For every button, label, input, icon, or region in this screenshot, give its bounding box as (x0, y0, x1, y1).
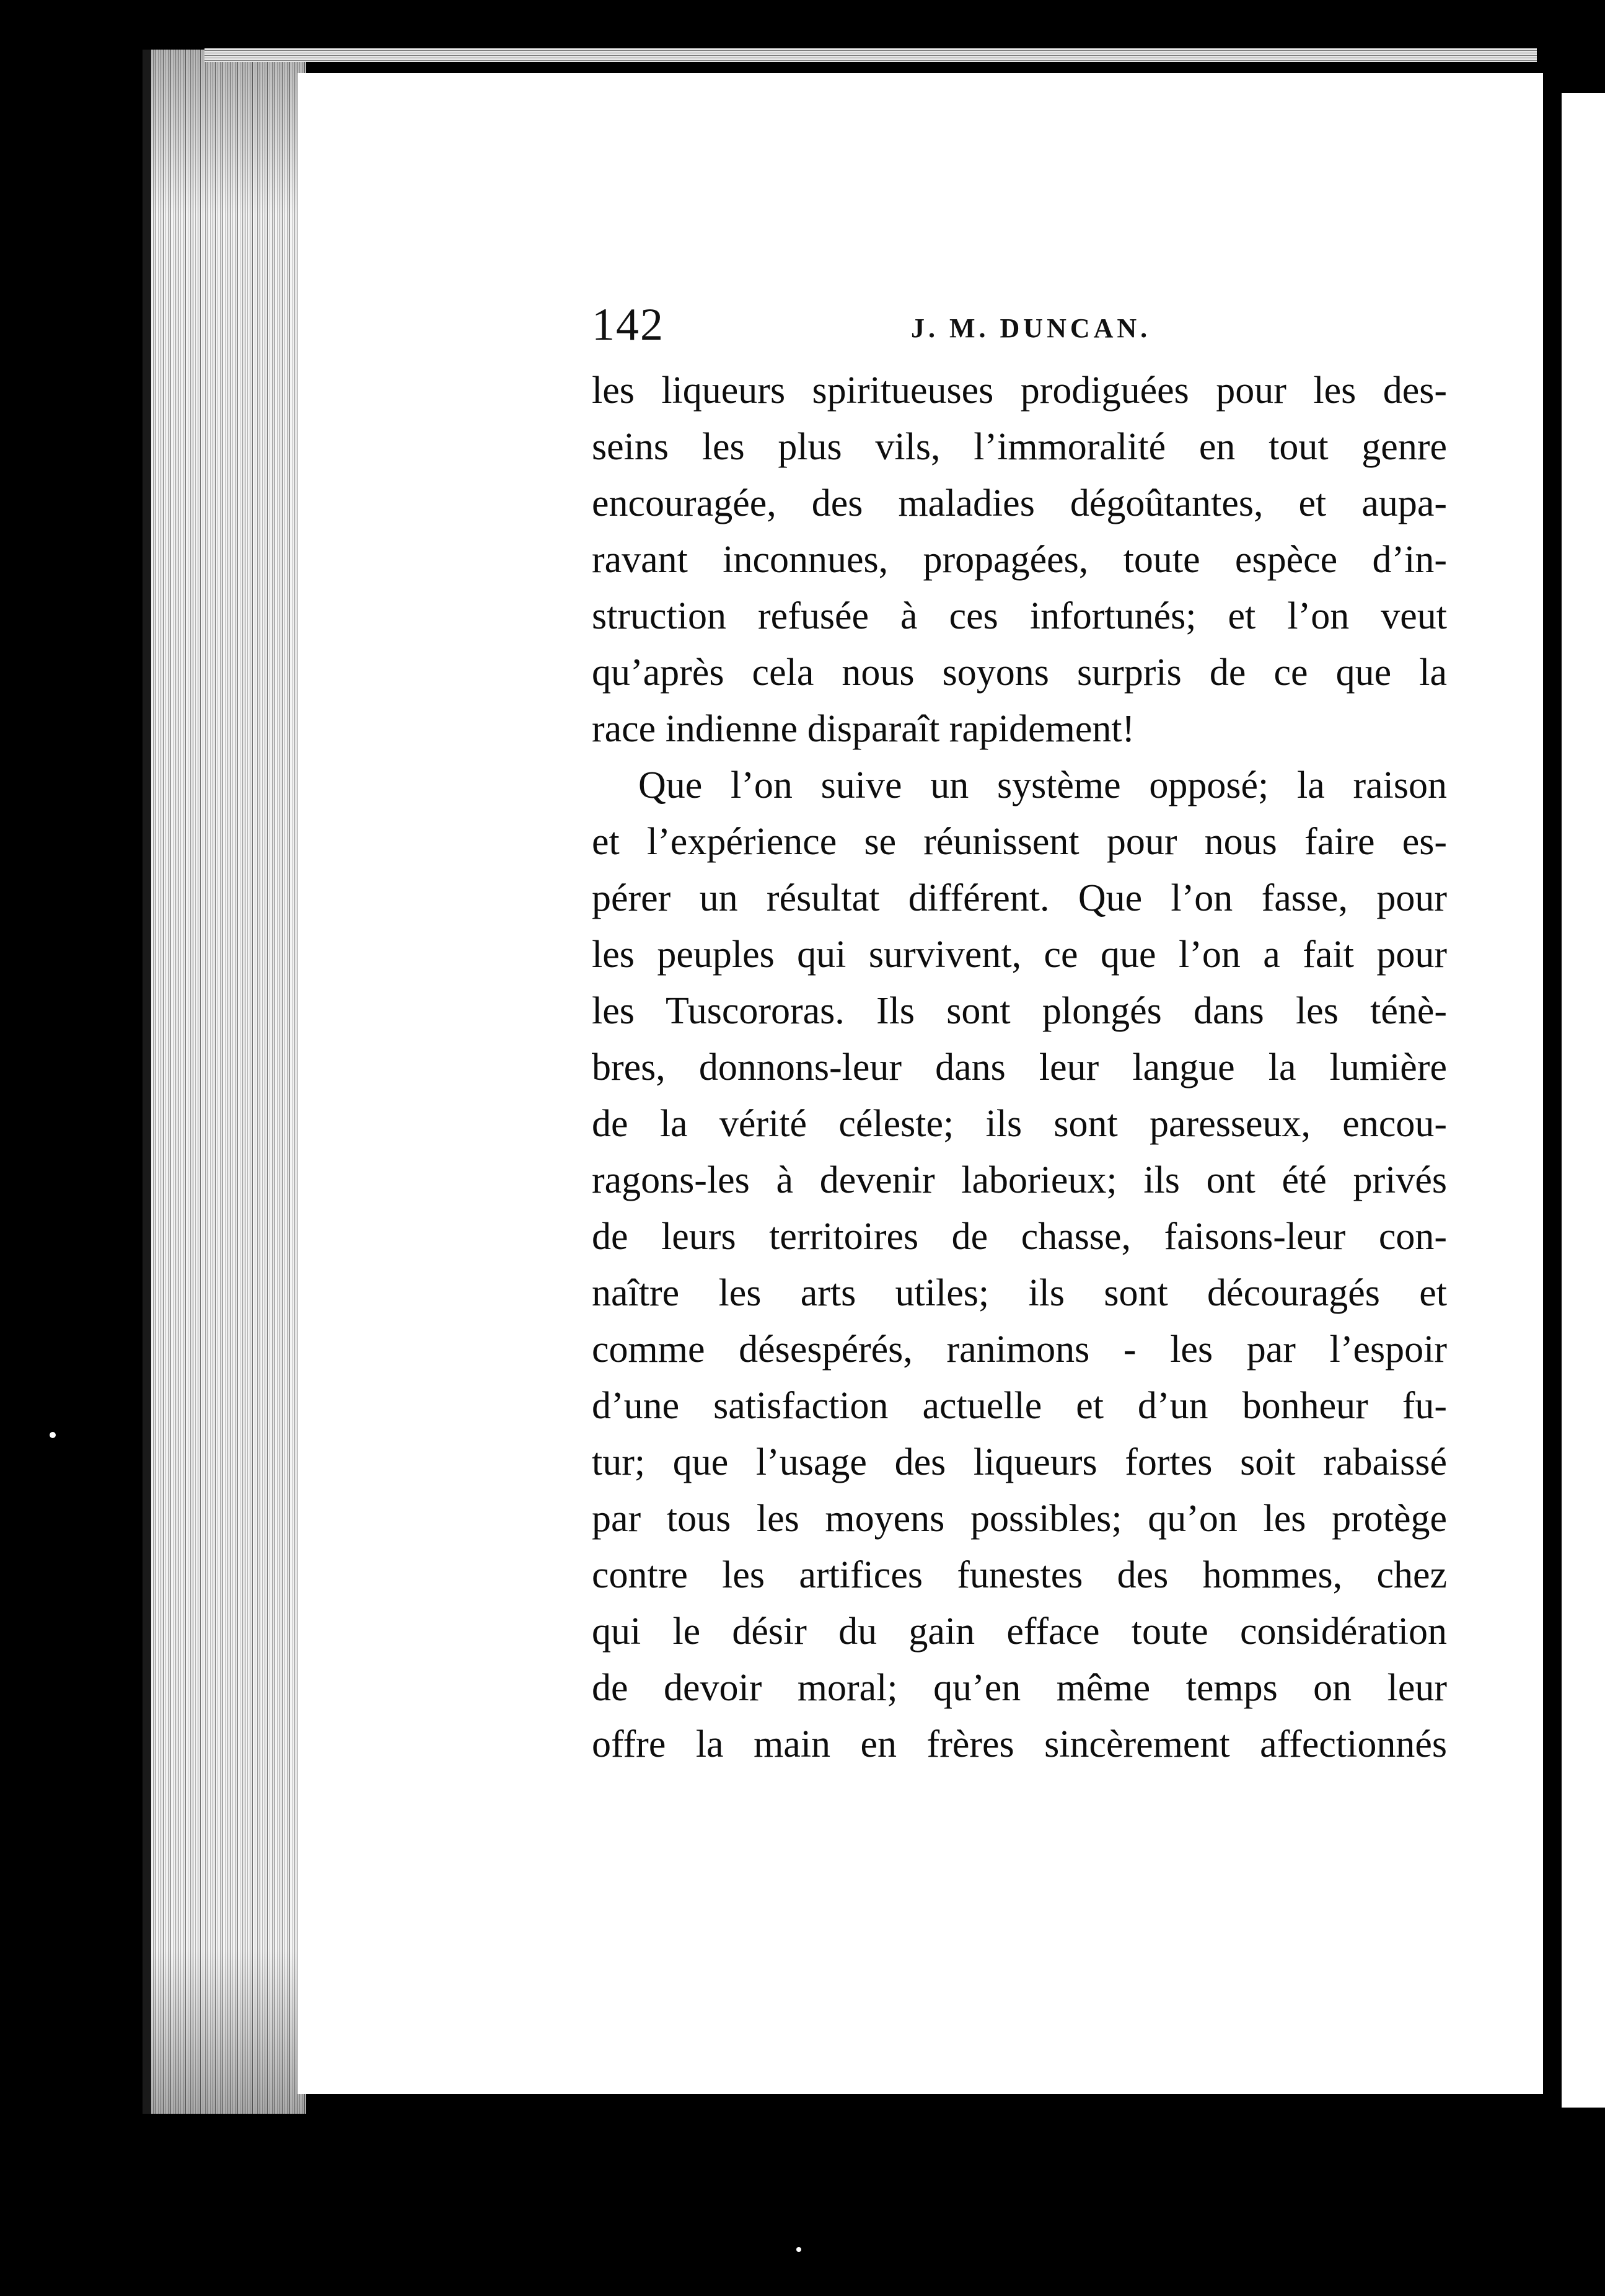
text-line: struction refusée à ces infortunés; et l’on veut (592, 595, 1447, 637)
text-line: encouragée, des maladies dégoûtantes, et aupa- (592, 482, 1447, 524)
text-line: contre les artifices funestes des hommes, chez (592, 1554, 1447, 1596)
book-page-edges (143, 50, 306, 2114)
text-line: de devoir moral; qu’en même temps on leur (592, 1667, 1447, 1709)
body-text (592, 363, 1447, 1773)
text-line: qui le désir du gain efface toute considération (592, 1610, 1447, 1653)
text-line: les Tuscororas. Ils sont plongés dans les ténè- (592, 990, 1447, 1032)
text-line: de leurs territoires de chasse, faisons-leur con- (592, 1216, 1447, 1258)
text-line: seins les plus vils, l’immoralité en tout genre (592, 426, 1447, 468)
text-line: tur; que l’usage des liqueurs fortes soit rabaissé (592, 1441, 1447, 1483)
paragraph-start-line: Que l’on suive un système opposé; la raison (638, 764, 1447, 806)
text-line: ragons-les à devenir laborieux; ils ont été privés (592, 1159, 1447, 1201)
book-top-edge (204, 48, 1537, 62)
text-line: race indienne disparaît rapidement! (592, 708, 1135, 750)
facing-page-edge (1562, 93, 1605, 2108)
scan-speck (796, 2247, 801, 2252)
text-line: pérer un résultat différent. Que l’on fasse, pour (592, 877, 1447, 919)
running-head (592, 299, 1459, 355)
text-line: comme désespérés, ranimons - les par l’espoir (592, 1328, 1447, 1371)
text-line: et l’expérience se réunissent pour nous faire es- (592, 821, 1447, 863)
text-line: naître les arts utiles; ils sont découragés et (592, 1272, 1447, 1314)
running-title: J. M. DUNCAN. (911, 313, 1151, 343)
text-line: les liqueurs spiritueuses prodiguées pour les des- (592, 369, 1447, 412)
text-line: par tous les moyens possibles; qu’on les protège (592, 1498, 1447, 1540)
page-number: 142 (592, 299, 664, 350)
scan-speck (50, 1432, 56, 1438)
text-line: ravant inconnues, propagées, toute espèce d’in- (592, 539, 1447, 581)
text-line: d’une satisfaction actuelle et d’un bonheur fu- (592, 1385, 1447, 1427)
text-line: offre la main en frères sincèrement affectionnés (592, 1723, 1447, 1765)
text-line: bres, donnons-leur dans leur langue la lumière (592, 1046, 1447, 1088)
text-line: de la vérité céleste; ils sont paresseux, encou- (592, 1103, 1447, 1145)
text-line: les peuples qui survivent, ce que l’on a fait pour (592, 934, 1447, 976)
text-line: qu’après cela nous soyons surpris de ce que la (592, 651, 1447, 694)
